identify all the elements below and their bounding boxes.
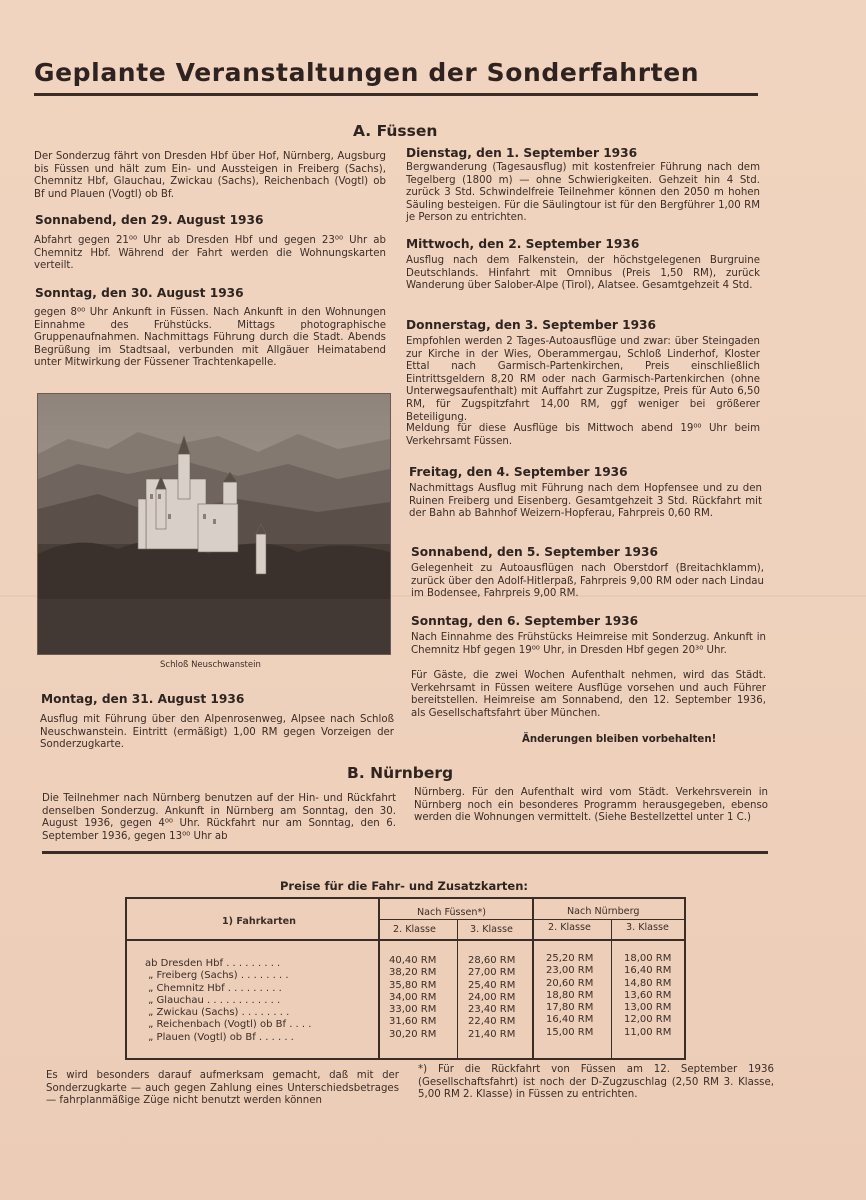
station-list (145, 958, 311, 1044)
price-cell: 13,00 RM (624, 1002, 672, 1014)
price-cell: 28,60 RM (468, 955, 516, 966)
header-fuessen-class3: 3. Klasse (470, 924, 513, 935)
section-b-title: B. Nürnberg (347, 764, 454, 782)
price-cell: 23,40 RM (468, 1004, 516, 1016)
fuessen-class2-prices (389, 955, 436, 1041)
day-heading-sat-29: Sonnabend, den 29. August 1936 (35, 213, 264, 227)
price-cell: 22,40 RM (468, 1016, 516, 1028)
price-cell: 23,00 RM (546, 965, 594, 977)
price-cell: 14,80 RM (624, 977, 672, 989)
price-cell: 27,00 RM (468, 967, 516, 979)
day-text-sun-6: Nach Einnahme des Frühstücks Heimreise mit Sonderzug. Ankunft in Chemnitz Hbf gegen 19⁰⁰ Uhr, in Dresden Hbf gegen 20³⁰ Uhr. (411, 632, 766, 656)
day-heading-tue-1: Dienstag, den 1. September 1936 (406, 146, 638, 160)
day-heading-sun-6: Sonntag, den 6. September 1936 (411, 614, 639, 628)
price-cell: 18,80 RM (546, 989, 594, 1001)
intro-paragraph: Der Sonderzug fährt von Dresden Hbf über Hof, Nürnberg, Augsburg bis Füssen und hält zum Ein- und Aussteigen in Freiberg (Sachs), Chemnitz Hbf, Glauchau, Zwickau (Sachs), Reichenbach (Vogtl) ob Bf und Plauen (Vogtl) ob Bf. (34, 151, 386, 200)
section-a-title: A. Füssen (353, 122, 438, 140)
changes-notice: Änderungen bleiben vorbehalten! (522, 734, 717, 745)
day-heading-wed-2: Mittwoch, den 2. September 1936 (406, 237, 640, 251)
day-text-fri-4: Nachmittags Ausflug mit Führung nach dem Hopfensee und zu den Ruinen Freiberg und Eisenberg. Gesamtgehzeit 3 Std. Rückfahrt mit der Bahn ab Bahnhof Weizern-Hopferau, Fahrpreis 0,60 RM. (409, 483, 762, 520)
price-cell: 31,60 RM (389, 1016, 437, 1028)
price-cell: 25,40 RM (468, 979, 516, 991)
day-text-wed-2: Ausflug nach dem Falkenstein, der höchstgelegenen Burgruine Deutschlands. Hinfahrt mit Omnibus (Preis 1,50 RM), zurück Wanderung über Salober-Alpe (Tirol), Alatsee. Gesamtgehzeit 4 Std. (406, 255, 760, 292)
price-cell: 34,00 RM (389, 991, 437, 1003)
station-row: „ Freiberg (Sachs) . . . . . . . . (145, 970, 289, 982)
price-cell: 25,20 RM (546, 953, 594, 964)
nuernberg-class2-prices (546, 953, 593, 1039)
footer-note-left: Es wird besonders darauf aufmerksam gemacht, daß mit der Sonderzugkarte — auch gegen Zahlung eines Unterschiedsbetrages — fahrplanmäßige Züge nicht benutzt werden können (46, 1070, 399, 1107)
price-cell: 16,40 RM (624, 965, 672, 977)
day-heading-mon-31: Montag, den 31. August 1936 (41, 692, 245, 706)
header-nach-nuernberg: Nach Nürnberg (567, 906, 640, 917)
price-cell: 11,00 RM (624, 1026, 672, 1038)
station-row: ab Dresden Hbf . . . . . . . . . (145, 958, 281, 969)
price-cell: 18,00 RM (624, 953, 672, 964)
station-row: „ Chemnitz Hbf . . . . . . . . . (145, 982, 282, 994)
day-text-sat-29: Abfahrt gegen 21⁰⁰ Uhr ab Dresden Hbf und gegen 23⁰⁰ Uhr ab Chemnitz Hbf. Während der Fahrt werden die Wohnungskarten verteilt. (34, 235, 386, 272)
station-row: „ Zwickau (Sachs) . . . . . . . . (145, 1007, 290, 1019)
day-text-mon-31: Ausflug mit Führung über den Alpenrosenweg, Alpsee nach Schloß Neuschwanstein. Eintritt (ermäßigt) 1,00 RM gegen Vorzeigen der Sonderzugkarte. (40, 714, 394, 751)
day-text-sun-30: gegen 8⁰⁰ Uhr Ankunft in Füssen. Nach Ankunft in den Wohnungen Einnahme des Frühstücks. Mittags photographische Gruppenaufnahmen. Nachmittags Führung durch die Stadt. Abends Begrüßung im Stadtsaal, verbunden mit Allgäuer Heimatabend unter Mitwirkung der Füssener Trachtenkapelle. (34, 307, 386, 369)
price-cell: 35,80 RM (389, 979, 437, 991)
footer-note-right: *) Für die Rückfahrt von Füssen am 12. September 1936 (Gesellschaftsfahrt) ist noch der D-Zugzuschlag (2,50 RM 3. Klasse, 5,00 RM 2. Klasse) in Füssen zu entrichten. (418, 1064, 774, 1101)
price-cell: 17,80 RM (546, 1002, 594, 1014)
fuessen-class3-prices (468, 955, 515, 1041)
price-cell: 21,40 RM (468, 1028, 516, 1040)
header-nuernberg-class3: 3. Klasse (626, 922, 669, 933)
price-cell: 40,40 RM (389, 955, 437, 966)
price-cell: 24,00 RM (468, 991, 516, 1003)
station-row: „ Glauchau . . . . . . . . . . . . (145, 994, 281, 1006)
price-table-title: Preise für die Fahr- und Zusatzkarten: (280, 879, 529, 893)
header-fuessen-class2: 2. Klasse (393, 924, 436, 935)
price-cell: 12,00 RM (624, 1014, 672, 1026)
neuschwanstein-photo (37, 393, 391, 655)
nuernberg-text-left: Die Teilnehmer nach Nürnberg benutzen auf der Hin- und Rückfahrt denselben Sonderzug. Ankunft in Nürnberg am Sonntag, den 30. August 1936, gegen 4⁰⁰ Uhr. Rückfahrt nur am Sonntag, den 6. September 1936, gegen 13⁰⁰ Uhr ab (42, 793, 396, 842)
day-heading-thu-3: Donnerstag, den 3. September 1936 (406, 318, 657, 332)
price-cell: 30,20 RM (389, 1028, 437, 1040)
day-heading-sat-5: Sonnabend, den 5. September 1936 (411, 545, 658, 559)
day-text-tue-1: Bergwanderung (Tagesausflug) mit kostenfreier Führung nach dem Tegelberg (1800 m) — ohne Schwierigkeiten. Gehzeit hin 4 Std. zurück 3 Std. Schwindelfreie Teilnehmer können den 2050 m hohen Säuling besteigen. Für die Säulingtour ist für den Bergführer 1,00 RM je Person zu entrichten. (406, 162, 760, 224)
section-rule (42, 851, 768, 854)
station-row: „ Plauen (Vogtl) ob Bf . . . . . . (145, 1031, 294, 1043)
day-text-sat-5: Gelegenheit zu Autoausflügen nach Oberstdorf (Breitachklamm), zurück über den Adolf-Hitlerpaß, Fahrpreis 9,00 RM oder nach Lindau im Bodensee, Fahrpreis 9,00 RM. (411, 563, 764, 600)
day-text-thu-3: Empfohlen werden 2 Tages-Autoausflüge und zwar: über Steingaden zur Kirche in der Wies, Oberammergau, Schloß Linderhof, Kloster Ettal nach Garmisch-Partenkirchen, Preis einschließlich Eintrittsgeldern 8,20 RM oder nach Garmisch-Partenkirchen (ohne Unterwegsaufenthalt) mit Auffahrt zur Zugspitze, Preis für Auto 6,50 RM, für Zugspitzfahrt 14,00 RM, ggf weniger bei größerer Beteiligung. (406, 336, 760, 423)
header-fahrkarten: 1) Fahrkarten (222, 916, 296, 927)
title-rule (34, 93, 758, 96)
price-cell: 38,20 RM (389, 967, 437, 979)
photo-caption: Schloß Neuschwanstein (160, 660, 261, 670)
price-cell: 15,00 RM (546, 1026, 594, 1038)
nuernberg-text-right: Nürnberg. Für den Aufenthalt wird vom Städt. Verkehrsverein in Nürnberg noch ein besonderes Programm herausgegeben, ebenso werden die Wohnungen vermittelt. (Siehe Bestellzettel unter 1 C.) (414, 787, 768, 824)
station-row: „ Reichenbach (Vogtl) ob Bf . . . . (145, 1019, 312, 1031)
header-nuernberg-class2: 2. Klasse (548, 922, 591, 933)
price-cell: 13,60 RM (624, 989, 672, 1001)
header-nach-fuessen: Nach Füssen*) (417, 907, 487, 918)
price-cell: 33,00 RM (389, 1004, 437, 1016)
price-cell: 20,60 RM (546, 977, 594, 989)
day-heading-fri-4: Freitag, den 4. September 1936 (409, 465, 628, 479)
price-cell: 16,40 RM (546, 1014, 594, 1026)
day-text-thu-3-note: Meldung für diese Ausflüge bis Mittwoch abend 19⁰⁰ Uhr beim Verkehrsamt Füssen. (406, 423, 760, 447)
day-text-sun-6-note: Für Gäste, die zwei Wochen Aufenthalt nehmen, wird das Städt. Verkehrsamt in Füssen weitere Ausflüge vorsehen und auch Führer bereitstellen. Heimreise am Sonnabend, den 12. September 1936, als Gesellschaftsfahrt über München. (411, 670, 766, 719)
nuernberg-class3-prices (624, 953, 671, 1039)
page-title: Geplante Veranstaltungen der Sonderfahrten (34, 58, 700, 87)
day-heading-sun-30: Sonntag, den 30. August 1936 (35, 286, 244, 300)
